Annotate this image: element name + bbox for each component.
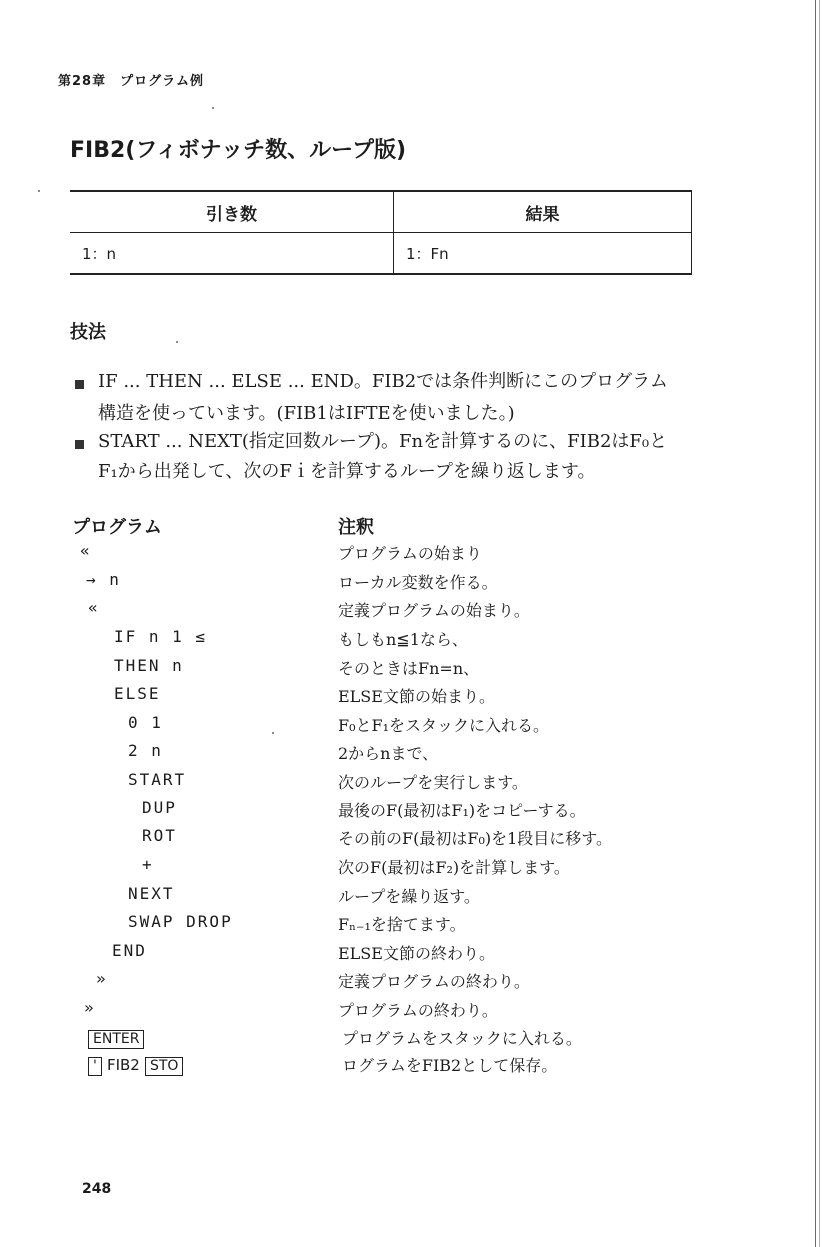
program-line: END: [112, 941, 147, 960]
table-cell-argument: 1：n: [70, 233, 394, 275]
program-note: もしもn≦1なら、: [338, 630, 468, 649]
program-line: IF n 1 ≤: [114, 627, 208, 646]
program-line: ELSE: [114, 684, 161, 703]
program-line: START: [128, 770, 187, 789]
program-note: ELSE文節の始まり。: [338, 687, 495, 706]
program-line: SWAP DROP: [128, 912, 233, 931]
program-note: ログラムをFIB2として保存。: [342, 1056, 558, 1075]
program-line: «: [88, 598, 100, 617]
program-note: 2からnまで、: [338, 744, 439, 763]
bullet-line: 構造を使っています。(FIB1はIFTEを使いました。): [98, 403, 515, 424]
notes-column-heading: 注釈: [338, 517, 374, 538]
program-line: → n: [86, 570, 121, 589]
program-note: ローカル変数を作る。: [338, 573, 498, 592]
program-note: ループを繰り返す。: [338, 887, 480, 906]
scan-speck: [38, 190, 40, 192]
quote-key: ': [88, 1057, 102, 1076]
table-header-results: 結果: [394, 191, 692, 233]
page-title: FIB2(フィボナッチ数、ループ版): [70, 138, 407, 163]
program-note: F₀とF₁をスタックに入れる。: [338, 716, 550, 735]
program-note: 最後のF(最初はF₁)をコピーする。: [338, 801, 586, 820]
program-line: 0 1: [128, 713, 163, 732]
store-key-row: [88, 1055, 183, 1076]
program-line: »: [84, 998, 96, 1017]
bullet-square-icon: [75, 380, 84, 389]
bullet-line: F₁から出発して、次のFｉを計算するループを繰り返します。: [98, 461, 596, 482]
program-note: 定義プログラムの始まり。: [338, 601, 530, 620]
program-note: 次のF(最初はF₂)を計算します。: [338, 858, 570, 877]
program-note: そのときはFn=n、: [338, 659, 480, 678]
enter-key: ENTER: [88, 1030, 144, 1049]
page-number: 248: [82, 1181, 112, 1197]
program-note: 定義プログラムの終わり。: [338, 972, 530, 991]
table-header-arguments: 引き数: [70, 191, 394, 233]
program-line: »: [96, 969, 108, 988]
program-note: Fₙ₋₁を捨てます。: [338, 915, 466, 934]
bullet-line: IF ... THEN ... ELSE ... END。FIB2では条件判断にこのプログラム: [98, 371, 668, 392]
scan-speck: [176, 341, 178, 343]
chapter-header: 第28章 プログラム例: [58, 74, 204, 89]
technique-heading: 技法: [70, 322, 106, 343]
scan-speck: [212, 107, 214, 109]
program-line: +: [142, 855, 154, 874]
program-name-text: FIB2: [106, 1056, 140, 1074]
page-edge-line: [819, 0, 820, 1247]
program-note: プログラムの始まり: [338, 544, 482, 563]
program-line: NEXT: [128, 884, 175, 903]
program-line: THEN n: [114, 656, 184, 675]
table-cell-result: 1：Fn: [394, 233, 692, 275]
program-column-heading: プログラム: [72, 517, 162, 538]
bullet-square-icon: [75, 440, 84, 449]
program-line: 2 n: [128, 741, 163, 760]
bullet-line: START ... NEXT(指定回数ループ)。Fnを計算するのに、FIB2はF₀と: [98, 431, 668, 452]
enter-key-row: [88, 1028, 144, 1049]
argument-result-table: [70, 190, 692, 275]
program-note: 次のループを実行します。: [338, 773, 528, 792]
program-line: DUP: [142, 798, 177, 817]
program-note: プログラムの終わり。: [338, 1001, 498, 1020]
program-note: プログラムをスタックに入れる。: [342, 1029, 582, 1048]
sto-key: STO: [145, 1057, 183, 1076]
page-edge-line: [815, 0, 816, 1247]
scan-speck: [272, 732, 274, 734]
program-line: «: [80, 541, 92, 560]
program-line: ROT: [142, 826, 177, 845]
program-note: その前のF(最初はF₀)を1段目に移す。: [338, 829, 613, 848]
program-note: ELSE文節の終わり。: [338, 944, 495, 963]
